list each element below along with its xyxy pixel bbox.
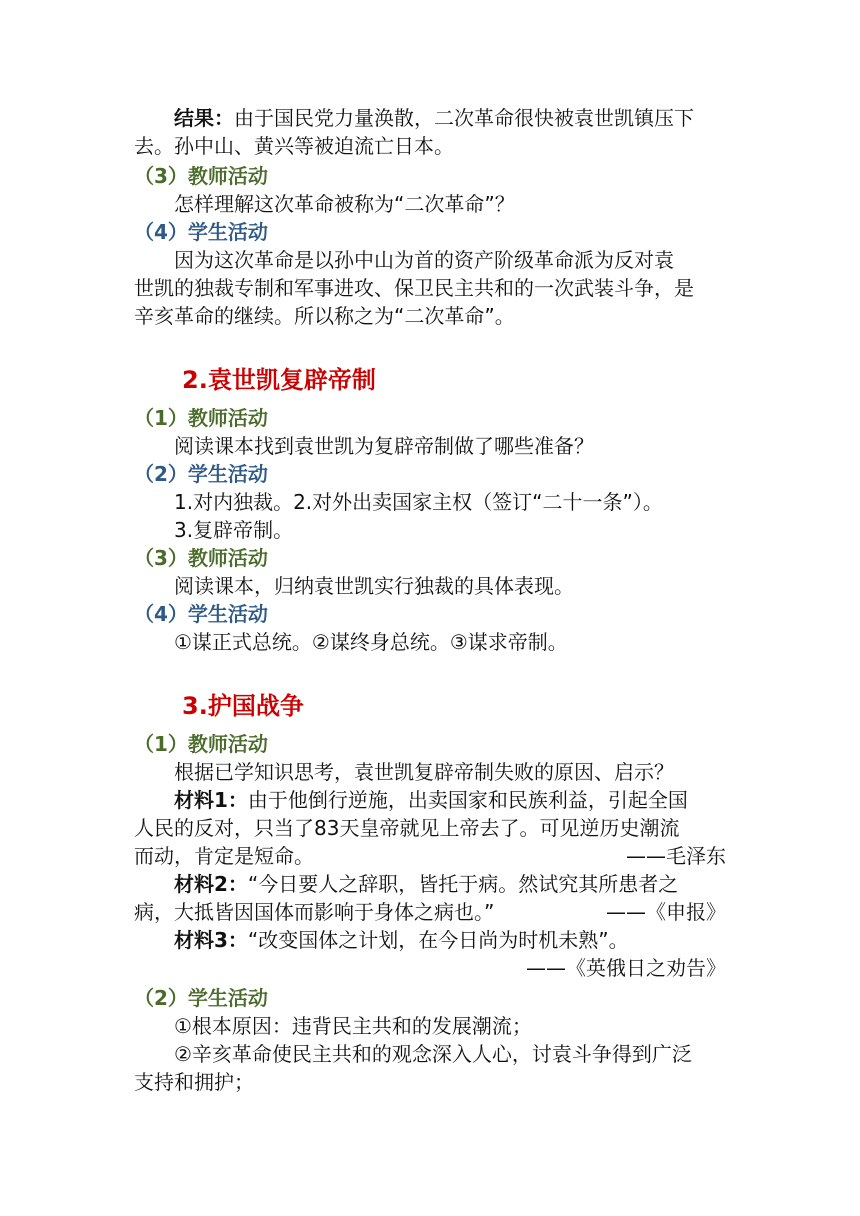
teacher-activity-label: （3）教师活动	[134, 164, 268, 188]
student-answer: ①谋正式总统。②谋终身总统。③谋求帝制。	[174, 630, 568, 654]
student-answer-line-3: 辛亥革命的继续。所以称之为“二次革命”。	[134, 304, 515, 328]
teacher-question: 怎样理解这次革命被称为“二次革命”？	[174, 192, 515, 216]
student-answer-line-2: ②辛亥革命使民主共和的观念深入人心，讨袁斗争得到广泛	[174, 1042, 692, 1066]
teacher-question: 阅读课本找到袁世凯为复辟帝制做了哪些准备？	[174, 434, 594, 458]
student-answer-line-2: 世凯的独裁专制和军事进攻、保卫民主共和的一次武装斗争，是	[134, 276, 694, 300]
student-activity-label: （2）学生活动	[134, 986, 268, 1010]
student-activity-label: （4）学生活动	[134, 602, 268, 626]
student-answer-line-1: ①根本原因：违背民主共和的发展潮流；	[174, 1014, 532, 1038]
material-1-line-2: 人民的反对，只当了83天皇帝就见上帝去了。可见逆历史潮流	[134, 816, 680, 840]
result-line-1	[174, 104, 694, 132]
student-answer-line-2: 3.复辟帝制。	[174, 518, 294, 542]
teacher-activity-label: （1）教师活动	[134, 732, 268, 756]
student-activity-label: （4）学生活动	[134, 220, 268, 244]
teacher-activity-label: （3）教师活动	[134, 546, 268, 570]
material-1-source: ——毛泽东	[626, 844, 726, 868]
student-answer-line-3: 支持和拥护；	[134, 1070, 254, 1094]
teacher-activity-label: （1）教师活动	[134, 406, 268, 430]
material-2-source: ——《申报》	[606, 900, 726, 924]
section-heading-2: 2.袁世凯复辟帝制	[182, 366, 376, 394]
result-line-2: 去。孙中山、黄兴等被迫流亡日本。	[134, 134, 454, 158]
material-3-label: 材料3：	[174, 928, 248, 952]
material-1-line-3: 而动，肯定是短命。	[134, 844, 314, 868]
student-activity-label: （2）学生活动	[134, 462, 268, 486]
material-2-text-1: “今日要人之辞职，皆托于病。然试究其所患者之	[247, 872, 679, 896]
material-1-line-1	[174, 786, 688, 814]
teacher-question: 根据已学知识思考，袁世凯复辟帝制失败的原因、启示？	[174, 760, 674, 784]
material-2-label: 材料2：	[174, 872, 248, 896]
material-3-text-1: “改变国体之计划，在今日尚为时机未熟”。	[247, 928, 629, 952]
material-2-line-2: 病，大抵皆因国体而影响于身体之病也。”	[134, 900, 495, 924]
material-1-text-1: 由于他倒行逆施，出卖国家和民族利益，引起全国	[247, 788, 688, 812]
result-text-1: 由于国民党力量涣散，二次革命很快被袁世凯镇压下	[234, 106, 694, 130]
material-1-label: 材料1：	[174, 788, 248, 812]
student-answer-line-1: 因为这次革命是以孙中山为首的资产阶级革命派为反对袁	[174, 248, 674, 272]
result-label: 结果：	[174, 106, 234, 130]
student-answer-line-1: 1.对内独裁。2.对外出卖国家主权（签订“二十一条”）。	[174, 490, 663, 514]
material-2-line-1	[174, 870, 678, 898]
section-heading-3: 3.护国战争	[182, 692, 304, 720]
material-3-source: ——《英俄日之劝告》	[526, 956, 726, 980]
teacher-question: 阅读课本，归纳袁世凯实行独裁的具体表现。	[174, 574, 574, 598]
material-3-line-1	[174, 926, 629, 954]
